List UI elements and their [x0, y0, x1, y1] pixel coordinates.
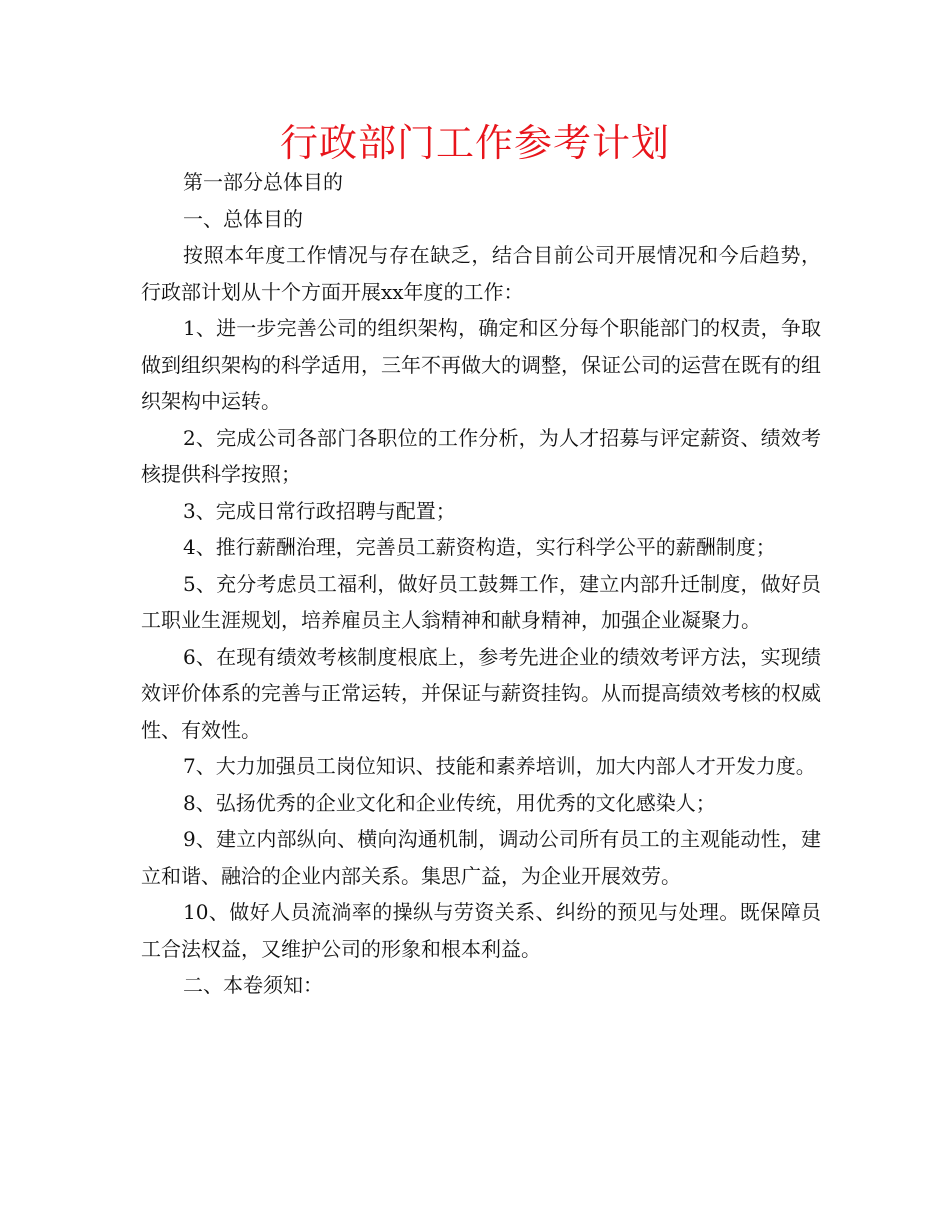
list-item-4: 4、推行薪酬治理，完善员工薪资构造，实行科学公平的薪酬制度；	[183, 535, 776, 559]
document-body	[141, 164, 821, 1004]
section-heading-notes: 二、本卷须知：	[183, 973, 323, 997]
list-item-5: 5、充分考虑员工福利，做好员工鼓舞工作，建立内部升迁制度，做好员工职业生涯规划，培养雇员主人翁精神和献身精神，加强企业凝聚力。	[141, 571, 821, 632]
list-item-9: 9、建立内部纵向、横向沟通机制，调动公司所有员工的主观能动性，建立和谐、融洽的企业内部关系。集思广益，为企业开展效劳。	[141, 827, 821, 888]
list-item-3: 3、完成日常行政招聘与配置；	[183, 498, 456, 523]
document-title: 行政部门工作参考计划	[279, 121, 670, 165]
intro-paragraph: 按照本年度工作情况与存在缺乏，结合目前公司开展情况和今后趋势，行政部计划从十个方面开展xx年度的工作：	[141, 243, 821, 304]
section-heading-part-one: 第一部分总体目的	[183, 170, 343, 194]
list-item-6: 6、在现有绩效考核制度根底上，参考先进企业的绩效考评方法，实现绩效评价体系的完善与正常运转，并保证与薪资挂钩。从而提高绩效考核的权威性、有效性。	[141, 644, 821, 742]
list-item-10: 10、做好人员流淌率的操纵与劳资关系、纠纷的预见与处理。既保障员工合法权益，又维护公司的形象和根本利益。	[141, 900, 821, 961]
list-item-1: 1、进一步完善公司的组织架构，确定和区分每个职能部门的权责，争取做到组织架构的科学适用，三年不再做大的调整，保证公司的运营在既有的组织架构中运转。	[141, 316, 821, 413]
list-item-2: 2、完成公司各部门各职位的工作分析，为人才招募与评定薪资、绩效考核提供科学按照；	[141, 425, 821, 486]
list-item-8: 8、弘扬优秀的企业文化和企业传统，用优秀的文化感染人；	[183, 790, 716, 815]
section-heading-overall-goal: 一、总体目的	[183, 206, 303, 231]
list-item-7: 7、大力加强员工岗位知识、技能和素养培训，加大内部人才开发力度。	[183, 754, 816, 778]
